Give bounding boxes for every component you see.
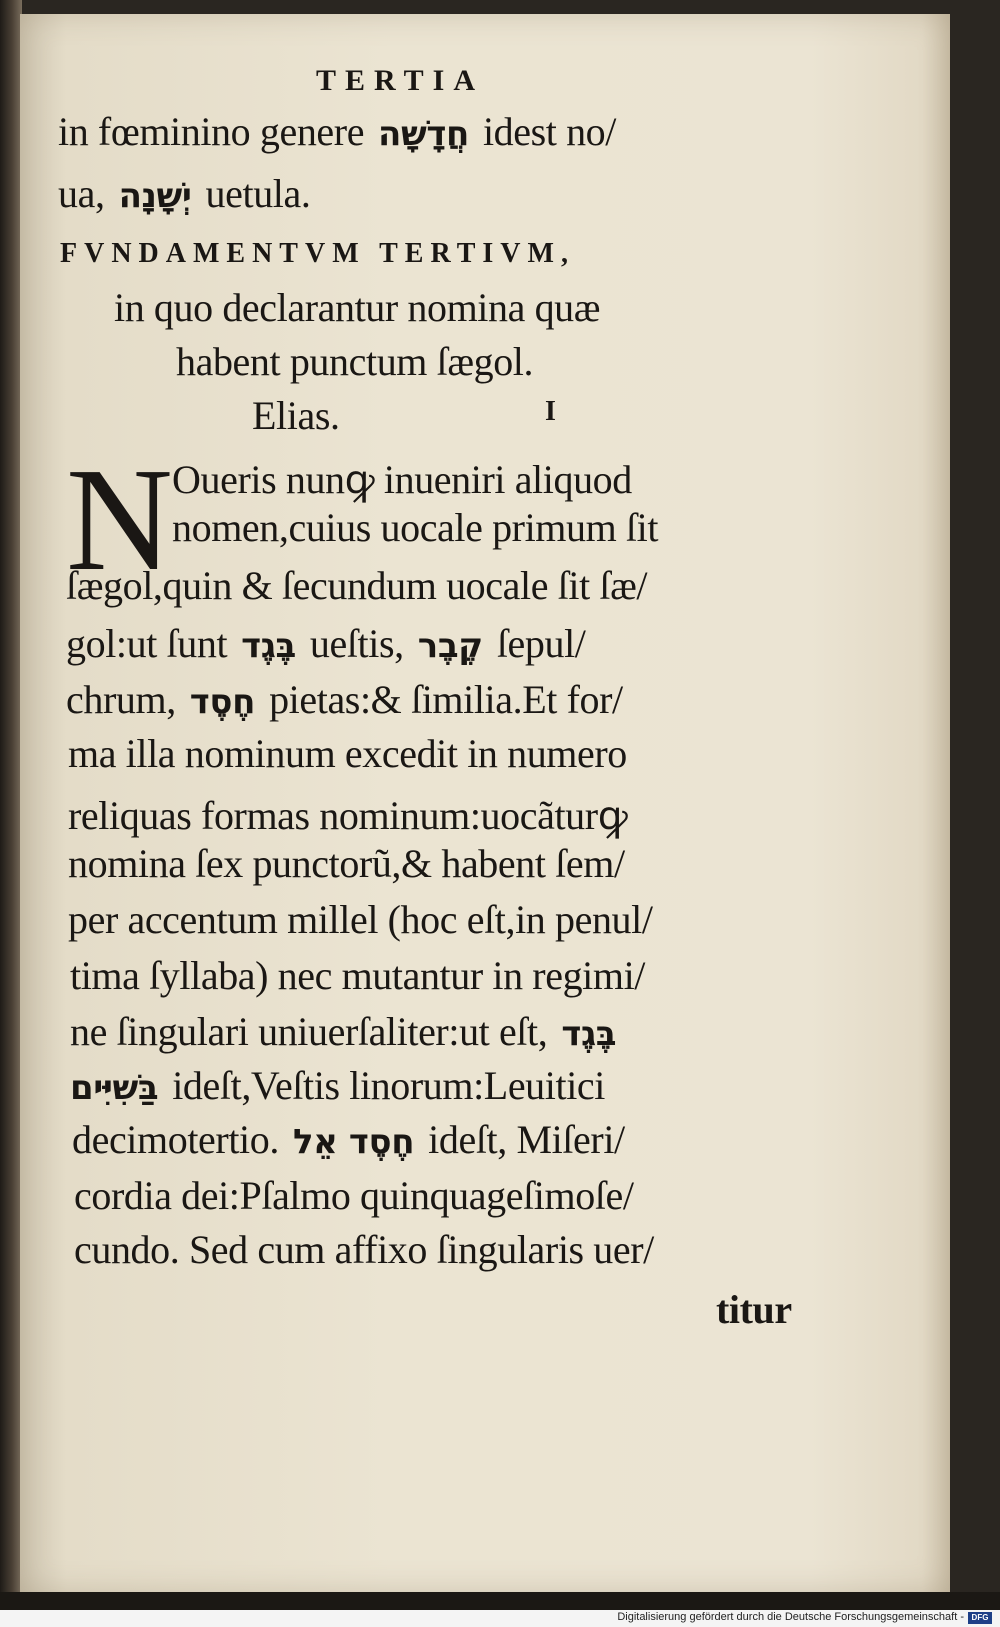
scan-bottom-edge (0, 1592, 1000, 1610)
paragraph-line-13 (72, 1116, 625, 1163)
running-head: TERTIA (316, 64, 484, 97)
paragraph-line-5 (66, 676, 623, 723)
hebrew-word: חֲדָשָׁה (378, 114, 469, 154)
footer-bar (0, 1610, 1000, 1627)
text-line-1 (58, 108, 616, 155)
latin-text: chrum, (66, 677, 176, 722)
latin-text: ſepul/ (496, 621, 586, 666)
hebrew-word: יְשָׁנָה (118, 176, 192, 216)
hebrew-word: חֶסֶד אֵל (292, 1122, 415, 1162)
paragraph-line-4 (66, 620, 586, 667)
paragraph-line-1: Oueris nunꝙ inueniri aliquod (172, 457, 632, 502)
latin-text: ideſt,Veſtis linorum:Leuitici (172, 1063, 605, 1108)
latin-text: decimotertio. (72, 1117, 279, 1162)
latin-text: ideſt, Miſeri/ (428, 1117, 625, 1162)
latin-text: ueſtis, (309, 621, 404, 666)
paragraph-line-2: nomen,cuius uocale primum ſit (172, 505, 659, 550)
book-spine-edge (0, 0, 22, 1627)
section-number: I (545, 396, 556, 427)
latin-text: uetula. (205, 171, 311, 216)
paragraph-line-11 (70, 1008, 630, 1055)
paragraph-line-8: nomina ſex punctorũ,& habent ſem/ (68, 841, 625, 886)
catchword: titur (716, 1287, 792, 1332)
paragraph-line-10: tima ſyllaba) nec mutantur in regimi/ (70, 953, 646, 998)
funding-credit: Digitalisierung gefördert durch die Deutsche Forschungsgemeinschaft - (617, 1611, 964, 1623)
hebrew-word: קֶבֶר (417, 626, 483, 666)
author-name: Elias. (252, 393, 340, 438)
latin-text: ne ſingulari uniuerſaliter:ut eſt, (70, 1009, 548, 1054)
paragraph-line-9: per accentum millel (hoc eſt,in penul/ (68, 897, 653, 942)
paragraph-line-3: ſægol,quin & ſecundum uocale ſit ſæ/ (66, 563, 648, 608)
latin-text: gol:ut ſunt (66, 621, 228, 666)
paragraph-line-15: cundo. Sed cum affixo ſingularis uer/ (74, 1227, 654, 1272)
latin-text: pietas:& ſimilia.Et for/ (269, 677, 623, 722)
hebrew-word: בֶּגֶד (241, 626, 296, 666)
latin-text: in fœminino genere (58, 109, 365, 154)
section-heading: FVNDAMENTVM TERTIVM, (60, 238, 575, 269)
paragraph-line-14: cordia dei:Pſalmo quinquageſimoſe/ (74, 1173, 634, 1218)
drop-cap: N (66, 438, 173, 602)
hebrew-word: בֶּגֶד (561, 1014, 617, 1054)
dfg-logo: DFG (968, 1612, 992, 1624)
subheading-line-1: in quo declarantur nomina quæ (114, 285, 601, 330)
paragraph-line-7: reliquas formas nominum:uocãturꝙ (68, 793, 628, 838)
latin-text: ua, (58, 171, 105, 216)
text-line-2 (58, 170, 310, 217)
hebrew-word: בַּשִׁיִּים (70, 1068, 159, 1108)
latin-text: idest no/ (482, 109, 616, 154)
subheading-line-2: habent punctum ſægol. (176, 339, 534, 384)
paragraph-line-12 (70, 1062, 605, 1109)
hebrew-word: חֶסֶד (189, 682, 256, 722)
paragraph-line-6: ma illa nominum excedit in numero (68, 731, 627, 776)
